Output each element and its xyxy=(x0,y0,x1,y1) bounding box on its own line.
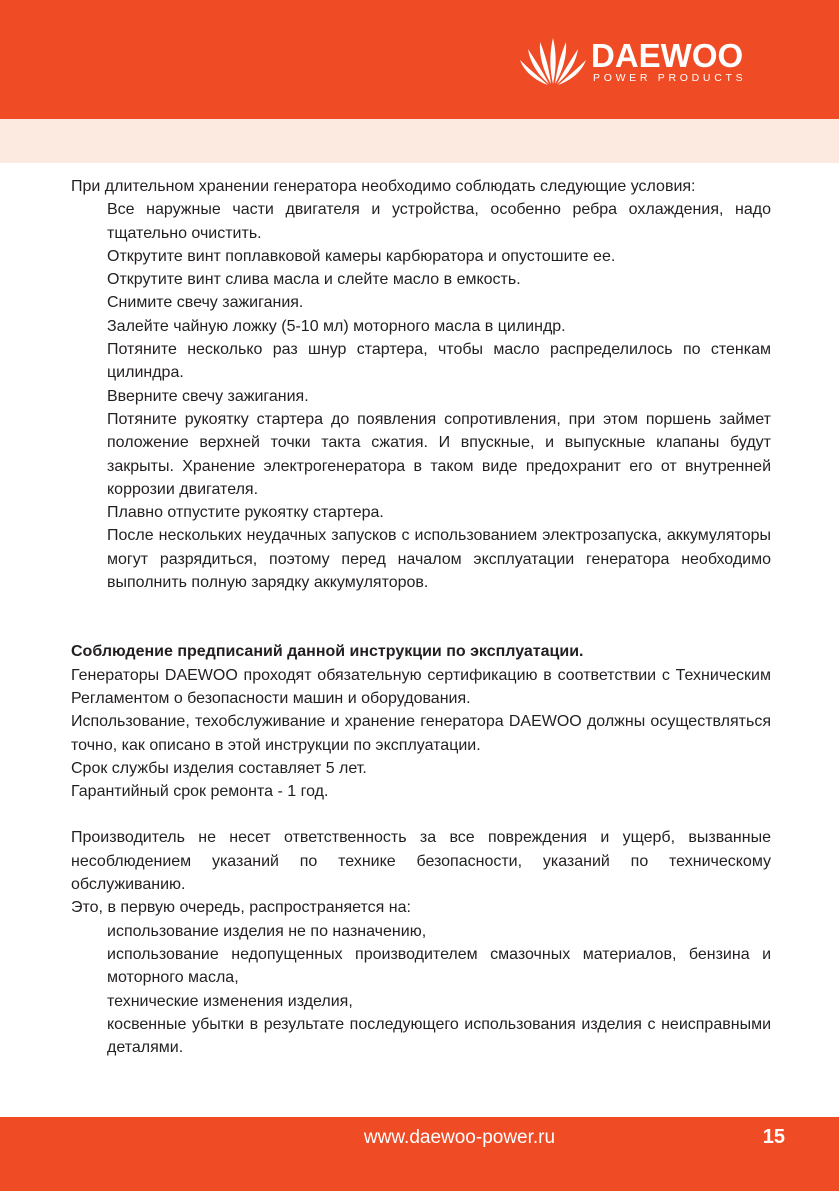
compliance-paragraph: Использование, техобслуживание и хранение генератора DAEWOO должны осуществляться точно, как описано в этой инструкции по эксплуатации. xyxy=(71,713,771,754)
footer-website-link[interactable]: www.daewoo-power.ru xyxy=(363,1127,556,1148)
liability-paragraph: Производитель не несет ответственность за все повреждения и ущерб, вызванные несоблюдением указаний по технике безопасности, указаний по техническому обслуживанию. xyxy=(71,829,771,894)
fan-logo-icon xyxy=(519,36,587,86)
spacer xyxy=(71,594,771,640)
brand-logo xyxy=(519,36,769,86)
page-content xyxy=(71,175,771,1059)
service-life: Срок службы изделия составляет 5 лет. xyxy=(71,759,367,777)
storage-item: Все наружные части двигателя и устройства, особенно ребра охлаждения, надо тщательно очистить. xyxy=(107,201,771,242)
liability-item: использование недопущенных производителем смазочных материалов, бензина и моторного масла, xyxy=(107,945,771,987)
brand-tagline: POWER PRODUCTS xyxy=(593,72,747,84)
liability-intro: Это, в первую очередь, распространяется на: xyxy=(71,899,411,917)
liability-item: косвенные убытки в результате последующего использования изделия с неисправными деталями. xyxy=(107,1015,771,1057)
liability-item: технические изменения изделия, xyxy=(107,992,353,1010)
spacer xyxy=(71,803,771,826)
storage-item: Открутите винт поплавковой камеры карбюратора и опустошите ее. xyxy=(107,247,616,265)
storage-item: Потяните несколько раз шнур стартера, чтобы масло распределилось по стенкам цилиндра. xyxy=(107,341,771,382)
storage-item: После нескольких неудачных запусков с использованием электрозапуска, аккумуляторы могут разрядиться, поэтому перед началом эксплуатации генератора необходимо выполнить полную зарядку аккумуляторов. xyxy=(107,527,771,592)
warranty-period: Гарантийный срок ремонта - 1 год. xyxy=(71,783,329,801)
storage-item: Плавно отпустите рукоятку стартера. xyxy=(107,504,384,522)
storage-intro: При длительном хранении генератора необходимо соблюдать следующие условия: xyxy=(71,178,696,195)
subheader-band xyxy=(0,119,839,163)
storage-item: Вверните свечу зажигания. xyxy=(107,387,309,405)
storage-item: Снимите свечу зажигания. xyxy=(107,294,304,312)
compliance-heading: Соблюдение предписаний данной инструкции по эксплуатации. xyxy=(71,643,584,661)
compliance-paragraph: Генераторы DAEWOO проходят обязательную сертификацию в соответствии с Техническим Регламентом о безопасности машин и оборудования. xyxy=(71,666,771,707)
storage-item: Потяните рукоятку стартера до появления сопротивления, при этом поршень займет положение верхней точки такта сжатия. И впускные, и выпускные клапаны будут закрыты. Хранение электрогенератора в таком виде предохранит его от внутренней коррозии двигателя. xyxy=(107,410,771,498)
liability-item: использование изделия не по назначению, xyxy=(107,922,427,940)
page-number: 15 xyxy=(762,1126,785,1148)
storage-item: Открутите винт слива масла и слейте масло в емкость. xyxy=(107,271,521,289)
brand-name: DAEWOO xyxy=(591,37,744,74)
storage-item: Залейте чайную ложку (5-10 мл) моторного масла в цилиндр. xyxy=(107,317,566,335)
